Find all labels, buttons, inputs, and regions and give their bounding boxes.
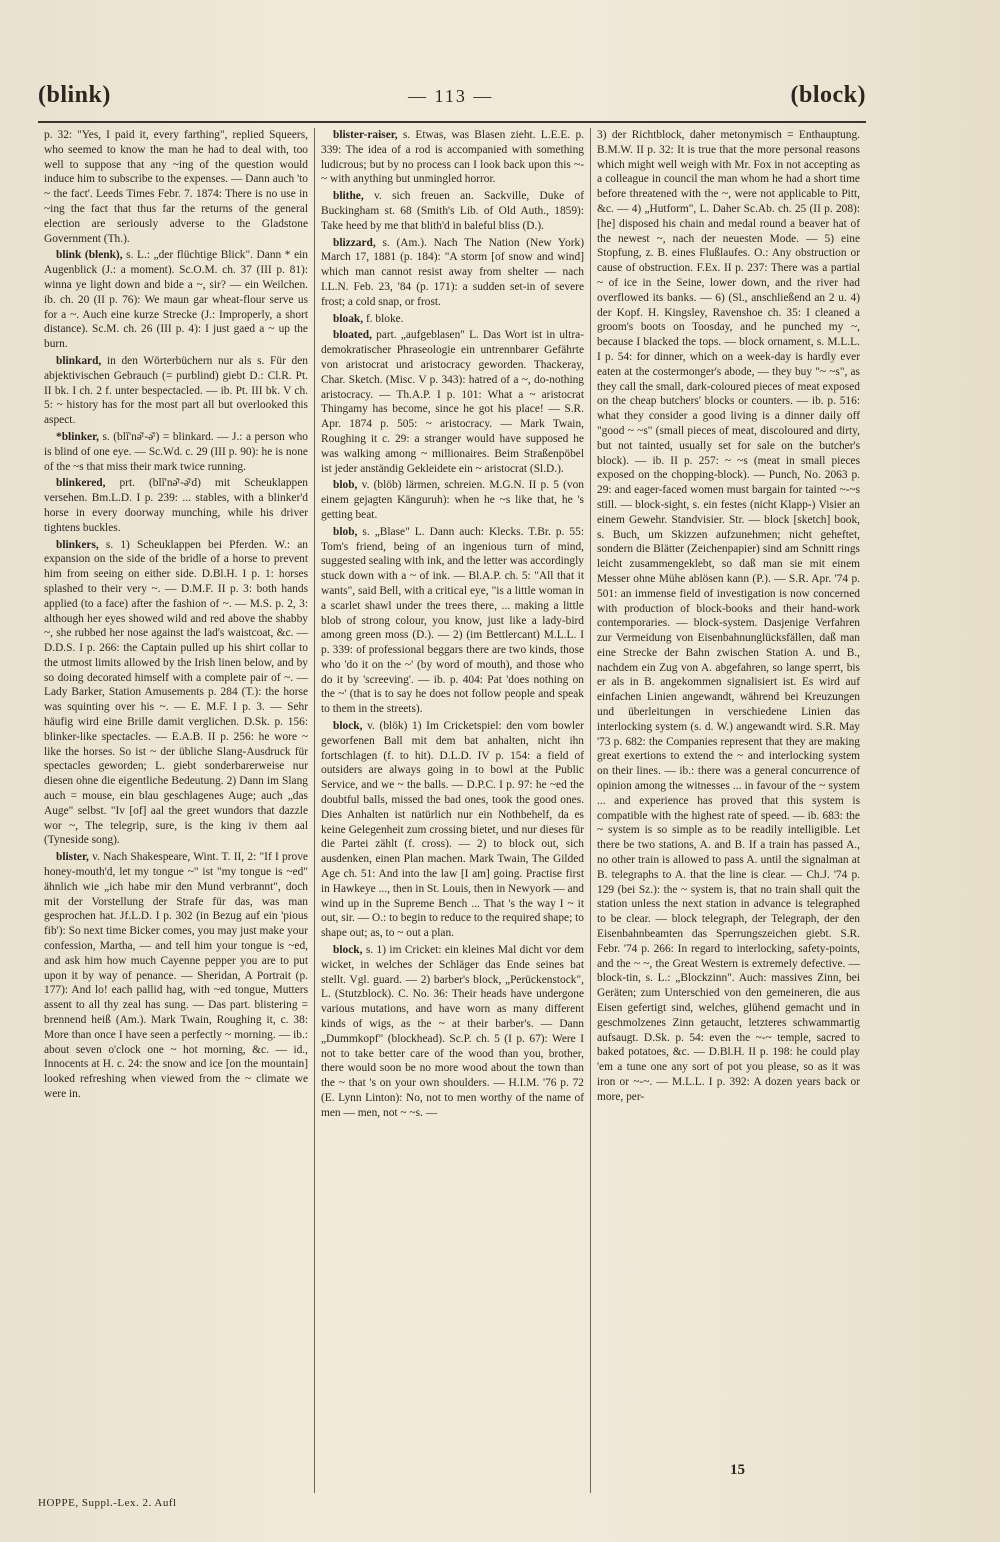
entry-headword: bloated, <box>333 329 372 342</box>
signature-mark: 15 <box>730 1462 745 1478</box>
entry-headword: *blinker, <box>56 430 99 443</box>
column-2 <box>314 128 590 1493</box>
header-rule <box>38 121 866 123</box>
entry-text: s. (Am.). Nach The Nation (New York) March 17, 1881 (p. 184): "A storm [of snow and wind] which man cannot resist away from shelter — nach I.L.N. Feb. 23, '84 (p. 171): a sudden set-in of severe frost; a cold snap, or frost. <box>321 236 584 308</box>
entry-headword: blister, <box>56 851 89 864</box>
dictionary-entry <box>321 236 584 310</box>
dictionary-entry <box>44 538 308 849</box>
entry-text: s. Etwas, was Blasen zieht. L.E.E. p. 339: The idea of a rod is accompanied with something ludicrous; but by no process can I look back upon this ~-~ with anything but unmingled horror. <box>321 129 584 186</box>
dictionary-entry <box>44 354 308 428</box>
dictionary-entry <box>321 128 584 187</box>
entry-headword: block, <box>333 944 363 957</box>
entry-text: f. bloke. <box>365 312 404 325</box>
dictionary-entry <box>321 719 584 941</box>
entry-headword: blob, <box>333 479 358 492</box>
entry-text: s. „Blase" L. Dann auch: Klecks. T.Br. p. 55: Tom's friend, being of an ingenious turn of mind, suggested sealing with ink, and the letter was accordingly stuck down with a ~ of ink. — Bl.A.P. ch. 5: "All that it wants", said Bell, with a critical eye, "is a little woman in a scarlet shawl under the trees there, ... making a little blob of strong colour, you know, just like a lady-bird among green moss (D.). — 2) (im Bettlercant) M.L.L. I p. 339: of professional beggars there are two kinds, those who 'do it on the ~' (by word of mouth), and those who do it by 'screeving'. — ib. p. 404: Pat 'does nothing on the ~' (that is to say he does not follow people and speak to them in the streets). <box>321 525 584 716</box>
entry-headword: blister-raiser, <box>333 129 398 141</box>
entry-text: s. 1) Scheuklappen bei Pferden. W.: an expansion on the side of the bridle of a horse to prevent him from seeing on either side. D.Bl.H. I p. 1: horses splashed to their very ~. — D.M.F. II p. 3: both hands applied (to a face) after the fashion of ~. — M.S. p. 2, 3: although her eyes showed wild and red above the shabby ~, she rubbed her nose against the lad's waistcoat, &c. — D.D.S. I p. 266: the Captain pulled up his shirt collar to the utmost limits allowed by the Irish linen below, and by so doing decorated himself with a complete pair of ~. — Lady Barker, Station Amusements p. 284 (T.): the horse was squinting over his ~. — E. M.F. I p. 3. — Sehr häufig wird eine Brille damit verglichen. D.Sk. p. 156: blinker-like spectacles. — E.A.B. II p. 256: he wore ~ like the horses. So ist ~ der übliche Slang-Ausdruck für spectacles geworden; L. giebt sonderbarerweise nur diesen ohne die eigentliche Bedeutung. 2) Dann im Slang auch = mouse, ein blau geschlagenes Auge; auch „das Auge" selbst. "Iv [of] aal the greet wundors that dazzle wor ~, The telegrip, sure, is the king iv them aal (Tyneside song). <box>44 538 308 847</box>
dictionary-entry <box>597 128 860 1105</box>
dictionary-entry <box>44 476 308 535</box>
dictionary-entry <box>321 943 584 1121</box>
entry-headword: bloak, <box>333 312 364 325</box>
entry-text: s. L.: „der flüchtige Blick". Dann * ein Augenblick (J.: a moment). Sc.O.M. ch. 37 (III p. 81): winna ye light down and bide a ~, sir? — ein Weilchen. ib. ch. 20 (II p. 76): We maun gar wheat-flour serve us for a ~. Auch eine kurze Strecke (J.: Improperly, a short distance). Sc.M. ch. 26 (III p. 4): I just gaed a ~ up the burn. <box>44 249 308 351</box>
dictionary-entry <box>44 850 308 1102</box>
entry-headword: blinkard, <box>56 354 102 367</box>
entry-headword: blinkered, <box>56 477 106 490</box>
right-headword: (block) <box>790 82 866 108</box>
left-headword: (blink) <box>38 82 111 108</box>
page-number: — 113 — <box>408 86 494 106</box>
entry-text: in den Wörterbüchern nur als s. Für den abjektivischen Gebrauch (= purblind) giebt D.: Cl.R. Pt. II bk. I ch. 2 f. unter bespectacled. — ib. Pt. III bk. V ch. 5: ~ history has for the most part all but overlooked this aspect. <box>44 354 308 427</box>
text-columns <box>38 128 866 1493</box>
dictionary-entry <box>321 525 584 717</box>
column-3 <box>590 128 866 1493</box>
dictionary-entry <box>44 430 308 474</box>
entry-text: part. „aufgeblasen" L. Das Wort ist in ultra-demokratischer Phraseologie ein untrennbarer Gefährte von aristocrat und aristocracy geworden. Thackeray, Char. Sketch. (Misc. V p. 343): hatred of a ~, do-nothing aristocracy. — Th.A.P. I p. 101: What a ~ aristocrat Thingamy has become, since he got his place! — S.R. Apr. 1874 p. 505: ~ aristocracy. — Mark Twain, Roughing it c. 29: a stranger would have supposed he was walking among ~ millionaires. Beim Straßenpöbel ist jeder anständig Gekleidete ein ~ aristocrat (Sl.D.). <box>321 329 584 475</box>
entry-text: v. (blök) 1) Im Cricketspiel: den vom bowler geworfenen Ball mit dem bat anhalten, nicht ihn fortschlagen (f. to hit). D.L.D. IV p. 154: a field of outsiders are always going in to bowl at the Public Service, and we ~ the balls. — D.P.C. I p. 97: he ~ed the doubtful balls, missed the bad ones, took the good ones. Dies Anhalten ist natürlich nur ein Nothbehelf, da es keine Gelegenheit zum crossing bietet, und nur dieses für die Partei zählt (f. cross). — 2) to block out, sich ausdenken, einen Plan machen. Mark Twain, The Gilded Age ch. 51: And into the law [I am] going. Practise first in Hawkeye ..., then in St. Louis, then in Newyork — and wind up in the Supreme Bench ... That 's the way I ~ it out, sir. — O.: to begin to reduce to the required shape; to shape out; as, to ~ out a plan. <box>321 720 584 940</box>
entry-text: v. (blöb) lärmen, schreien. M.G.N. II p. 5 (von einem gejagten Känguruh): when he ~s like that, he 's getting beat. <box>321 479 584 521</box>
dictionary-entry <box>44 128 308 246</box>
entry-headword: blink (blenk), <box>56 249 123 262</box>
entry-headword: blob, <box>333 525 358 538</box>
entry-text: p. 32: "Yes, I paid it, every farthing", replied Squeers, who seemed to know the man he had to deal with, too well to suppose that any ~ing of the question would induce him to subscribe to the expenses. — Dann auch 'to ~ the fact'. Leeds Times Febr. 7. 1874: There is no use in ~ing the fact that thus far the returns of the general election are seriously adverse to the Gladstone Government (Th.). <box>44 129 308 245</box>
entry-headword: block, <box>333 720 363 733</box>
dictionary-entry <box>321 312 584 327</box>
entry-text: s. 1) im Cricket: ein kleines Mal dicht vor dem wicket, in welches der Schläger das Ende seines bat stellt. Vgl. guard. — 2) barber's block, „Perückenstock", L. (Stutzblock). C. No. 36: Their heads have undergone various mutations, and have worn as many different kinds of wigs, as the ~ at their barber's. — Dann „Dummkopf" (blockhead). Sc.P. ch. 5 (I p. 67): Were I not to take better care of the wood than you, brother, there would soon be no more wood about the town than the ~ that 's on your own shoulders. — H.I.M. '76 p. 72 (E. Lynn Linton): No, not to men worthy of the name of men — men, not ~ ~s. — <box>321 944 584 1119</box>
dictionary-entry <box>321 328 584 476</box>
dictionary-entry <box>44 248 308 352</box>
entry-text: 3) der Richtblock, daher metonymisch = Enthauptung. B.M.W. II p. 32: It is true that the more personal reasons which might well weigh with Mr. Fox in not accepting as a colleague in council the man whom he had a short time before threatened with the ~, were not applicable to Pitt, &c. — 4) „Hutform", L. Daher Sc.Ab. ch. 25 (II p. 208): [he] disposed his chain and medal round a beaver hat of the newest ~, nach der neuesten Mode. — 5) eine Stopfung, z. B. eines Flußlaufes. O.: Any obstruction or cause of obstruction. F.Ex. II p. 237: There was a partial ~ of ice in the Seine, lower down, and the river had overflowed its banks. — 6) (Sl., anschließend an 2 u. 4) der Kopf. H. Kingsley, Ravenshoe ch. 35: I cleaned a groom's boots on Toosday, and he punched my ~, because I blacked the tops. — block ornament, s. M.L.L. I p. 54: for dinner, which on a week-day is hardly ever eaten at the costermonger's abode, — they buy "~ ~s", as they call the small, dark-coloured pieces of meat exposed on the cheap butchers' blocks or counters. — ib. p. 516: what they consider a good living is a dinner daily off "good ~ ~s" (small pieces of meat, discoloured and dirty, but not tainted, usually set for sale on the butcher's block). — ib. II p. 257: ~ ~s (meat in small pieces exposed on the chopping-block). — Punch, No. 2063 p. 29: and eager-faced women must bargain for tainted ~-~s still. — block-sight, s. ein festes (nicht Klapp-) Visier an einem Gewehr. Standvisier. Str. — block [sketch] book, s. Buch, um Skizzen aufzunehmen; nicht geheftet, sondern die Blätter (Zeichenpapier) sind am Schnitt rings leicht zusammengeklebt, so daß man sie mit einem Messer ohne Mühe ablösen kann (P.). — S.R. Apr. '74 p. 501: an immense field of investigation is now concerned with production of block-books and their hand-work contemporaries. — block-system. Dasjenige Verfahren zur Vermeidung von Eisenbahnunglücksfällen, daß man eine Strecke der Bahn zwischen Station A. und B., nachdem ein Zug von A. abgefahren, so lange sperrt, bis er als in B. angekommen signalisiert ist. Es wird auf einfachen Linien angewandt, während bei Kreuzungen und überleitungen in verschiedene Linien das interlocking system (s. d. W.) angewandt wird. S.R. May '73 p. 682: the Companies represent that they are making great exertions to extend the ~ and interlocking system on their lines. — ib.: there was a general concurrence of opinion among the witnesses ... in favour of the ~ system ... and experience has proved that this system is compatible with the highest rate of speed. — ib. 683: the ~ system is so simple as to be readily intelligible. Let there be two stations, A. and B. If a train has passed A., no other train is allowed to pass A. until the signalman at B. telegraphs to A. that the line is clear. — Ch.J. '74 p. 129 (bei Sz.): the ~ system is, that no train shall quit the station unless the next station in advance is telegraphed to be clear. — block telegraph, der Telegraph, der den Eisenbahnbeamten das Sperrungszeichen giebt. S.R. Febr. '74 p. 266: In regard to interlocking, safety-points, and the ~ ~, the Great Western is extremely defective. — block-tin, s. L.: „Blockzinn". Auch: massives Zinn, bei Geräten; zum Unterschied von den gemeineren, die aus Eisen gefertigt sind, welches, glühend gemacht und in geschmolzenes Zinn getaucht, letzteres schwammartig aufsaugt. D.Sk. p. 54: even the ~-~ temple, sacred to baked potatoes, &c. — D.Bl.H. II p. 198: he could play 'em a tune one any sort of pot you please, so as it was iron or ~-~. — M.L.L. I p. 392: A dozen years back or more, per- <box>597 129 860 1103</box>
dictionary-entry <box>321 189 584 233</box>
entry-text: prt. (blĭ'nə̆ʳ-ə̆ʳd) mit Scheuklappen versehen. Bm.L.D. I p. 239: ... stables, with a blinker'd horse in every doorway munching, while his driver tightens buckles. <box>44 477 308 534</box>
entry-text: s. (blĭ'nə̆ʳ-ə̆ʳ) = blinkard. — J.: a person who is blind of one eye. — Sc.Wd. c. 29 (III p. 90): he is none of the ~s that miss their mark twice running. <box>44 430 308 473</box>
entry-headword: blithe, <box>333 190 364 203</box>
entry-headword: blizzard, <box>333 236 376 249</box>
entry-headword: blinkers, <box>56 538 99 551</box>
entry-text: v. sich freuen an. Sackville, Duke of Buckingham st. 68 (Smith's Lib. of Old Auth., 1859): Take heed by me that blith'd in baleful bliss (D.). <box>321 190 584 232</box>
page-header <box>38 82 866 122</box>
footer-imprint: HOPPE, Suppl.-Lex. 2. Aufl <box>38 1497 177 1509</box>
dictionary-entry <box>321 478 584 522</box>
entry-text: v. Nach Shakespeare, Wint. T. II, 2: "If I prove honey-mouth'd, let my tongue ~" ist "my tongue is ~ed" ähnlich wie „ich habe mir den Mund verbrannt", doch mit der Vorstellung der Strafe für das, was man gesprochen hat. Jf.L.D. I p. 302 (in Bezug auf ein 'pious fib'): So next time Bicker comes, you may just make your confession, Martha, — and tell him your tongue is ~ed, and ask him how much Cayenne pepper you are to put upon it by way of penance. — Sheridan, A Portrait (p. 177): And lo! each pallid hag, with ~ed tongue, Mutters assent to all thy zeal has sung. — Das part. blistering = brennend heiß (Am.). Mark Twain, Roughing it, c. 38: More than once I have seen a perfectly ~ morning. — ib.: about seven o'clock one ~ hot morning, &c. — id., Innocents at H. c. 24: the snow and ice [on the mountain] looked refreshing when viewed from the ~ climate we were in. <box>44 851 308 1100</box>
column-1 <box>38 128 314 1493</box>
